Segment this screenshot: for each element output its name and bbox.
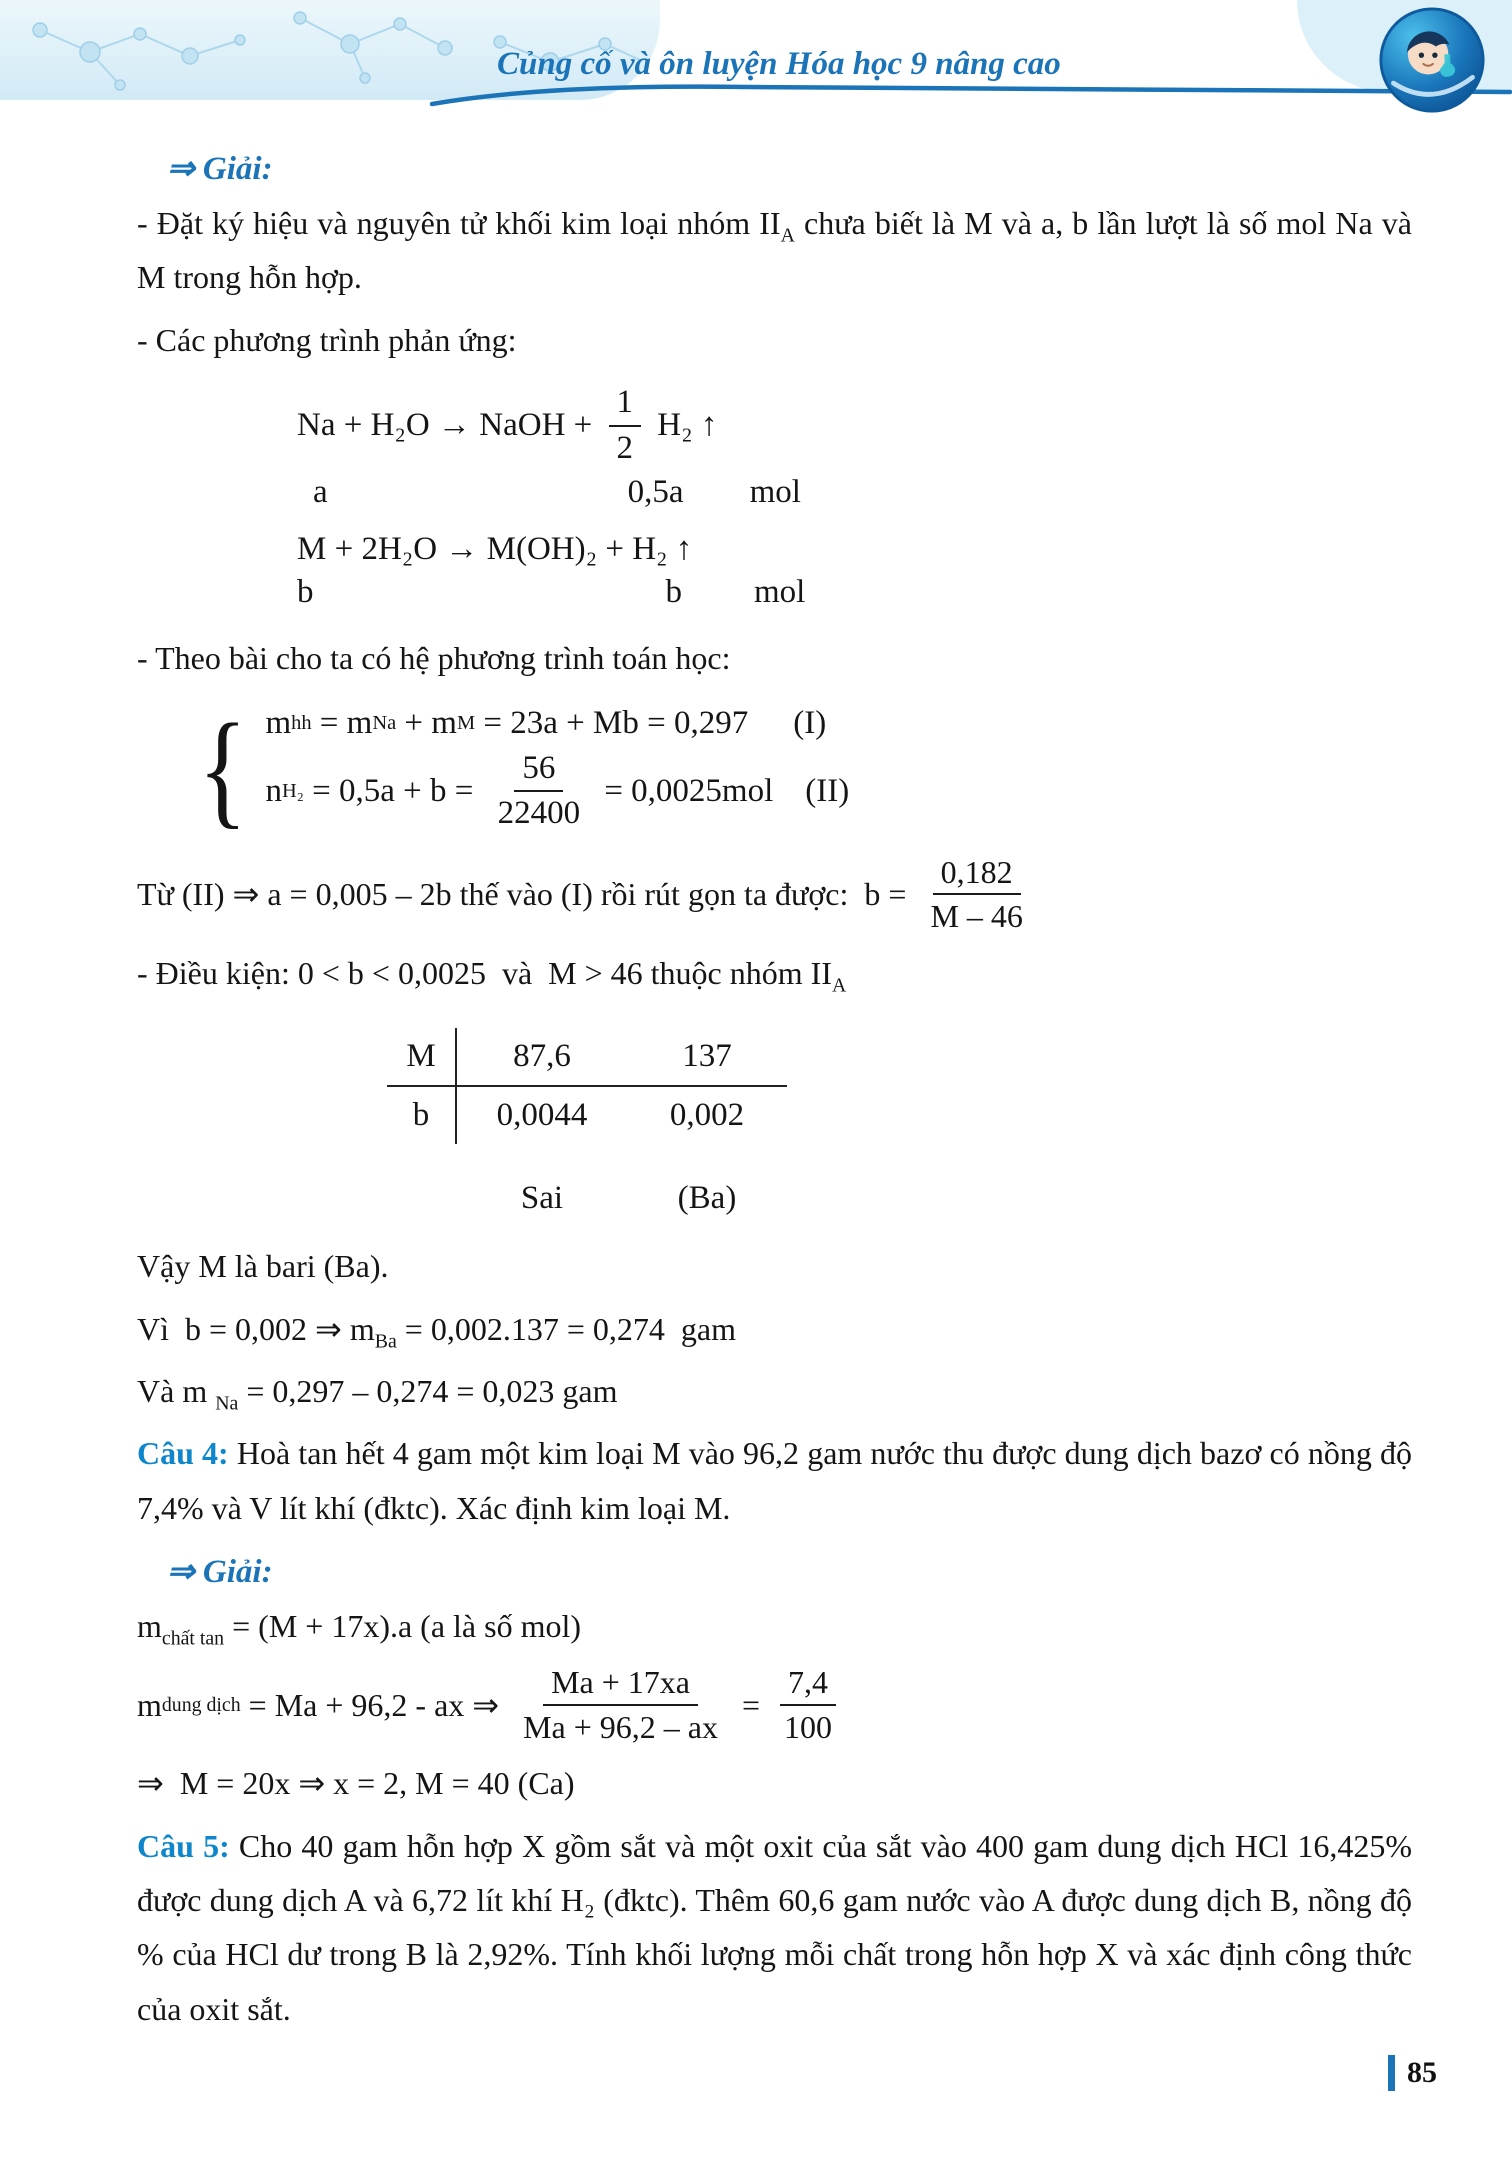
amount-unit: mol <box>749 474 801 511</box>
page-content <box>0 148 1512 2164</box>
table-cell: M <box>387 1028 457 1087</box>
fraction-denominator: 22400 <box>497 795 581 832</box>
reactions-block <box>297 383 1412 611</box>
table-cell: Sai <box>520 1180 564 1217</box>
condition-line <box>137 946 1412 1000</box>
fraction-denominator: 2 <box>616 429 634 466</box>
eq1-result: = 23a + Mb = 0,297 <box>475 704 749 741</box>
solution4-heading: ⇒ Giải: <box>167 1554 273 1591</box>
vi-result: = 0,002.137 = 0,274 gam <box>396 1310 736 1347</box>
amount-a: a <box>313 474 328 511</box>
fraction-denominator: M – 46 <box>930 898 1023 935</box>
table-cell: 0,0044 <box>496 1097 588 1134</box>
group-subscript: A <box>780 224 795 247</box>
title-underline-swoosh <box>428 76 1512 112</box>
question-5 <box>137 1819 1412 2037</box>
page-number: 85 <box>1407 2056 1437 2089</box>
deduction-text: Từ (II) ⇒ a = 0,005 – 2b thế vào (I) rồi rút gọn ta được: b = <box>137 876 915 913</box>
amount-unit: mol <box>754 574 806 611</box>
question-5-label: Câu 5: <box>137 1827 230 1864</box>
result-line: ⇒ M = 20x ⇒ x = 2, M = 40 (Ca) <box>137 1765 575 1802</box>
mass-symbol: m <box>137 1686 162 1723</box>
eq1-term: = m <box>311 704 373 741</box>
page-header <box>0 0 1512 132</box>
table-cell: (Ba) <box>677 1180 737 1217</box>
page-number-bar <box>1388 2055 1395 2091</box>
system-brace: { <box>198 698 248 841</box>
solution-mass-line: m dung dịch = Ma + 96,2 - ax ⇒ $\frac{Ma + 17xa}{Ma + 96,2 - ax}$ = $\frac{7,4}{100}$ <box>137 1663 1412 1746</box>
system-equation-2: n H₂ = 0,5a + b = $\frac{56}{22400}$ = 0,0025mol (II) <box>265 749 849 834</box>
system-label: - Theo bài cho ta có hệ phương trình toán học: <box>137 640 731 677</box>
fraction-numerator: 1 <box>609 383 642 427</box>
table-cell: b <box>387 1087 457 1144</box>
table-cell: 87,6 <box>457 1028 627 1087</box>
fraction-denominator: Ma + 96,2 – ax <box>523 1708 718 1745</box>
question-4-label: Câu 4: <box>137 1435 229 1472</box>
intro-text-pre: - Đặt ký hiệu và nguyên tử khối kim loại nhóm II <box>137 205 781 241</box>
solute-subscript: chất tan <box>161 1627 225 1650</box>
question-4-text: Hoà tan hết 4 gam một kim loại M vào 96,2 gam nước thu được dung dịch bazơ có nồng độ 7,4% và V lít khí (đktc). Xác định kim loại M. <box>137 1435 1412 1526</box>
system-lines <box>265 698 849 841</box>
fraction-b-value <box>922 853 1030 936</box>
solution-expression: = Ma + 96,2 - ax ⇒ <box>240 1686 508 1723</box>
condition-text: - Điều kiện: 0 < b < 0,0025 và M > 46 thuộc nhóm II <box>137 954 832 991</box>
question-4 <box>137 1426 1412 1535</box>
reaction-2-amounts <box>297 574 1412 611</box>
mass-na-line <box>137 1364 1412 1418</box>
conclusion-line: Vậy M là bari (Ba). <box>137 1248 389 1285</box>
fraction-half <box>609 383 642 468</box>
fraction-concentration-rhs <box>776 1663 840 1746</box>
equals-sign: = <box>733 1686 769 1723</box>
intro-text-post: chưa biết là M và a, b lần lượt là số mol Na và M trong hỗn hợp. <box>137 205 1413 296</box>
reaction-2-equation <box>297 531 1412 568</box>
equation-system <box>192 698 1412 841</box>
scientist-mascot-icon <box>1378 6 1486 114</box>
page-footer <box>1388 2055 1437 2091</box>
system-equation-1: m hh = m Na + m M = 23a + Mb = 0,297 (I) <box>265 704 827 741</box>
equation-tag-2: (II) <box>805 772 850 809</box>
table-cell: 0,002 <box>669 1097 745 1134</box>
mass-ba-line <box>137 1302 1412 1356</box>
amount-b1: b <box>297 574 314 611</box>
mole-symbol: n <box>265 772 282 809</box>
mass-symbol: m <box>265 704 292 741</box>
eq1-term: + m <box>396 704 457 741</box>
reaction-1-rhs: H₂ ↑ <box>649 407 718 444</box>
vi-text: Vì b = 0,002 ⇒ m <box>137 1310 375 1347</box>
ba-subscript: Ba <box>374 1329 397 1352</box>
reactions-label: - Các phương trình phản ứng: <box>137 321 517 358</box>
amount-b2: b <box>665 574 682 611</box>
fraction-numerator: 7,4 <box>780 1663 836 1705</box>
solution3-intro <box>137 196 1412 305</box>
solution3-heading: ⇒ Giải: <box>167 151 273 187</box>
table-cell: 137 <box>627 1028 787 1087</box>
table-cell <box>387 1144 457 1227</box>
fraction-numerator: 56 <box>514 749 563 793</box>
reaction-2-formula: M + 2H₂O → M(OH)₂ + H₂ ↑ <box>297 531 693 568</box>
group-subscript: A <box>831 974 847 997</box>
reaction-1-amounts <box>297 474 1412 511</box>
fraction-numerator: Ma + 17xa <box>543 1663 698 1705</box>
solute-expression: = (M + 17x).a (a là số mol) <box>224 1608 582 1645</box>
reaction-1-lhs: Na + H₂O → NaOH + <box>297 407 601 444</box>
na-subscript: Na <box>215 1392 239 1415</box>
eq2-result: = 0,0025mol <box>596 772 774 809</box>
question-5-text: Cho 40 gam hỗn hợp X gồm sắt và một oxit của sắt vào 400 gam dung dịch HCl 16,425% được dung dịch A và 6,72 lít khí H₂ (đktc). Thêm 60,6 gam nước vào A được dung dịch B, nồng độ % của HCl dư trong B là 2,92%. Tính khối lượng mỗi chất trong hỗn hợp X và xác định công thức của oxit sắt. <box>137 1827 1413 2027</box>
fraction-concentration-lhs <box>515 1663 726 1746</box>
fraction-56-22400 <box>490 749 589 834</box>
equation-tag-1: (I) <box>793 704 827 741</box>
fraction-numerator: 0,182 <box>933 853 1021 895</box>
amount-05a: 0,5a <box>627 474 684 511</box>
va-result: = 0,297 – 0,274 = 0,023 gam <box>238 1372 618 1409</box>
reaction-1-equation <box>297 383 1412 468</box>
mass-symbol: m <box>137 1608 162 1645</box>
solute-mass-line <box>137 1599 1412 1653</box>
va-text: Và m <box>137 1372 216 1409</box>
fraction-denominator: 100 <box>784 1708 833 1745</box>
eq2-term: = 0,5a + b = <box>303 772 482 809</box>
book-title: Củng cố và ôn luyện Hóa học 9 nâng cao <box>497 46 1061 82</box>
deduction-line <box>137 853 1412 936</box>
trial-table <box>387 1028 1412 1227</box>
